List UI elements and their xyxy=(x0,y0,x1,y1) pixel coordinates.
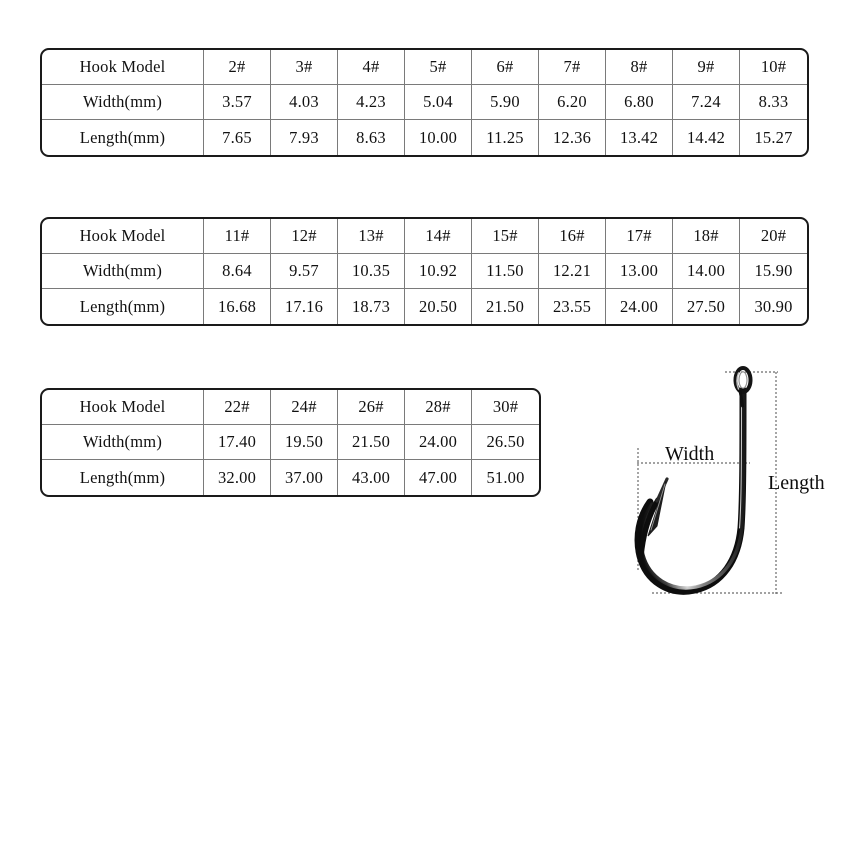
cell: 20.50 xyxy=(405,289,472,324)
row-label: Hook Model xyxy=(42,219,204,254)
cell: 30# xyxy=(472,390,539,425)
cell: 37.00 xyxy=(271,460,338,495)
cell: 6.80 xyxy=(606,85,673,120)
cell: 12.36 xyxy=(539,120,606,155)
cell: 17.40 xyxy=(204,425,271,460)
cell: 11# xyxy=(204,219,271,254)
cell: 17# xyxy=(606,219,673,254)
cell: 17.16 xyxy=(271,289,338,324)
cell: 9.57 xyxy=(271,254,338,289)
cell: 18.73 xyxy=(338,289,405,324)
cell: 28# xyxy=(405,390,472,425)
cell: 24# xyxy=(271,390,338,425)
cell: 43.00 xyxy=(338,460,405,495)
cell: 5.04 xyxy=(405,85,472,120)
cell: 47.00 xyxy=(405,460,472,495)
cell: 11.50 xyxy=(472,254,539,289)
cell: 23.55 xyxy=(539,289,606,324)
cell: 7.65 xyxy=(204,120,271,155)
cell: 13.42 xyxy=(606,120,673,155)
cell: 21.50 xyxy=(472,289,539,324)
cell: 10.92 xyxy=(405,254,472,289)
cell: 4.03 xyxy=(271,85,338,120)
hook-size-table-large xyxy=(40,388,541,497)
cell: 16.68 xyxy=(204,289,271,324)
table-row xyxy=(42,120,807,155)
cell: 10# xyxy=(740,50,807,85)
cell: 15.90 xyxy=(740,254,807,289)
cell: 10.35 xyxy=(338,254,405,289)
cell: 51.00 xyxy=(486,467,525,487)
hook-measurement-diagram xyxy=(610,360,850,610)
cell: 19.50 xyxy=(271,425,338,460)
cell: 11.25 xyxy=(472,120,539,155)
cell: 21.50 xyxy=(338,425,405,460)
cell: 6# xyxy=(472,50,539,85)
cell: 15.27 xyxy=(754,127,793,147)
cell: 8.33 xyxy=(740,85,807,120)
hook-size-table-small xyxy=(40,48,809,157)
cell: 12# xyxy=(271,219,338,254)
cell: 9# xyxy=(673,50,740,85)
table-row xyxy=(42,289,807,324)
hook-shank-highlight xyxy=(641,394,744,588)
fish-hook-shape xyxy=(638,368,750,591)
hook-eye-inner xyxy=(739,372,747,388)
cell: 13# xyxy=(338,219,405,254)
row-label: Width(mm) xyxy=(42,85,204,120)
table-row xyxy=(42,219,807,254)
cell: 26# xyxy=(338,390,405,425)
cell: 3# xyxy=(271,50,338,85)
hook-size-table-medium xyxy=(40,217,809,326)
cell: 18# xyxy=(673,219,740,254)
table-row xyxy=(42,254,807,289)
row-label: Length(mm) xyxy=(42,289,204,324)
cell: 12.21 xyxy=(539,254,606,289)
table-row xyxy=(42,50,807,85)
cell: 8.64 xyxy=(204,254,271,289)
table-row xyxy=(42,85,807,120)
cell: 8# xyxy=(606,50,673,85)
cell: 3.57 xyxy=(204,85,271,120)
cell: 10.00 xyxy=(405,120,472,155)
cell: 32.00 xyxy=(204,460,271,495)
width-dimension-label: Width xyxy=(665,443,715,465)
cell: 16# xyxy=(539,219,606,254)
hook-shank-and-bend-dark xyxy=(638,390,743,591)
cell: 24.00 xyxy=(405,425,472,460)
table-row xyxy=(42,460,539,495)
table-row xyxy=(42,425,539,460)
row-label: Length(mm) xyxy=(42,120,204,155)
hook-eye-gleam xyxy=(737,373,739,389)
row-label: Width(mm) xyxy=(42,254,204,289)
cell: 4# xyxy=(338,50,405,85)
cell: 14.42 xyxy=(673,120,740,155)
cell: 6.20 xyxy=(539,85,606,120)
cell: 30.90 xyxy=(754,296,793,316)
cell: 4.23 xyxy=(338,85,405,120)
cell: 5# xyxy=(405,50,472,85)
cell: 7# xyxy=(539,50,606,85)
cell: 7.93 xyxy=(271,120,338,155)
row-label: Width(mm) xyxy=(42,425,204,460)
row-label: Length(mm) xyxy=(42,460,204,495)
cell: 5.90 xyxy=(472,85,539,120)
cell: 7.24 xyxy=(673,85,740,120)
cell: 27.50 xyxy=(673,289,740,324)
cell: 13.00 xyxy=(606,254,673,289)
cell: 24.00 xyxy=(606,289,673,324)
table-row xyxy=(42,390,539,425)
row-label: Hook Model xyxy=(42,50,204,85)
cell: 22# xyxy=(204,390,271,425)
cell: 14# xyxy=(405,219,472,254)
cell: 20# xyxy=(740,219,807,254)
cell: 2# xyxy=(204,50,271,85)
cell: 8.63 xyxy=(338,120,405,155)
length-dimension-label: Length xyxy=(768,472,825,494)
dimension-guides xyxy=(637,372,782,594)
cell: 26.50 xyxy=(472,425,539,460)
cell: 15# xyxy=(472,219,539,254)
cell: 14.00 xyxy=(673,254,740,289)
row-label: Hook Model xyxy=(42,390,204,425)
